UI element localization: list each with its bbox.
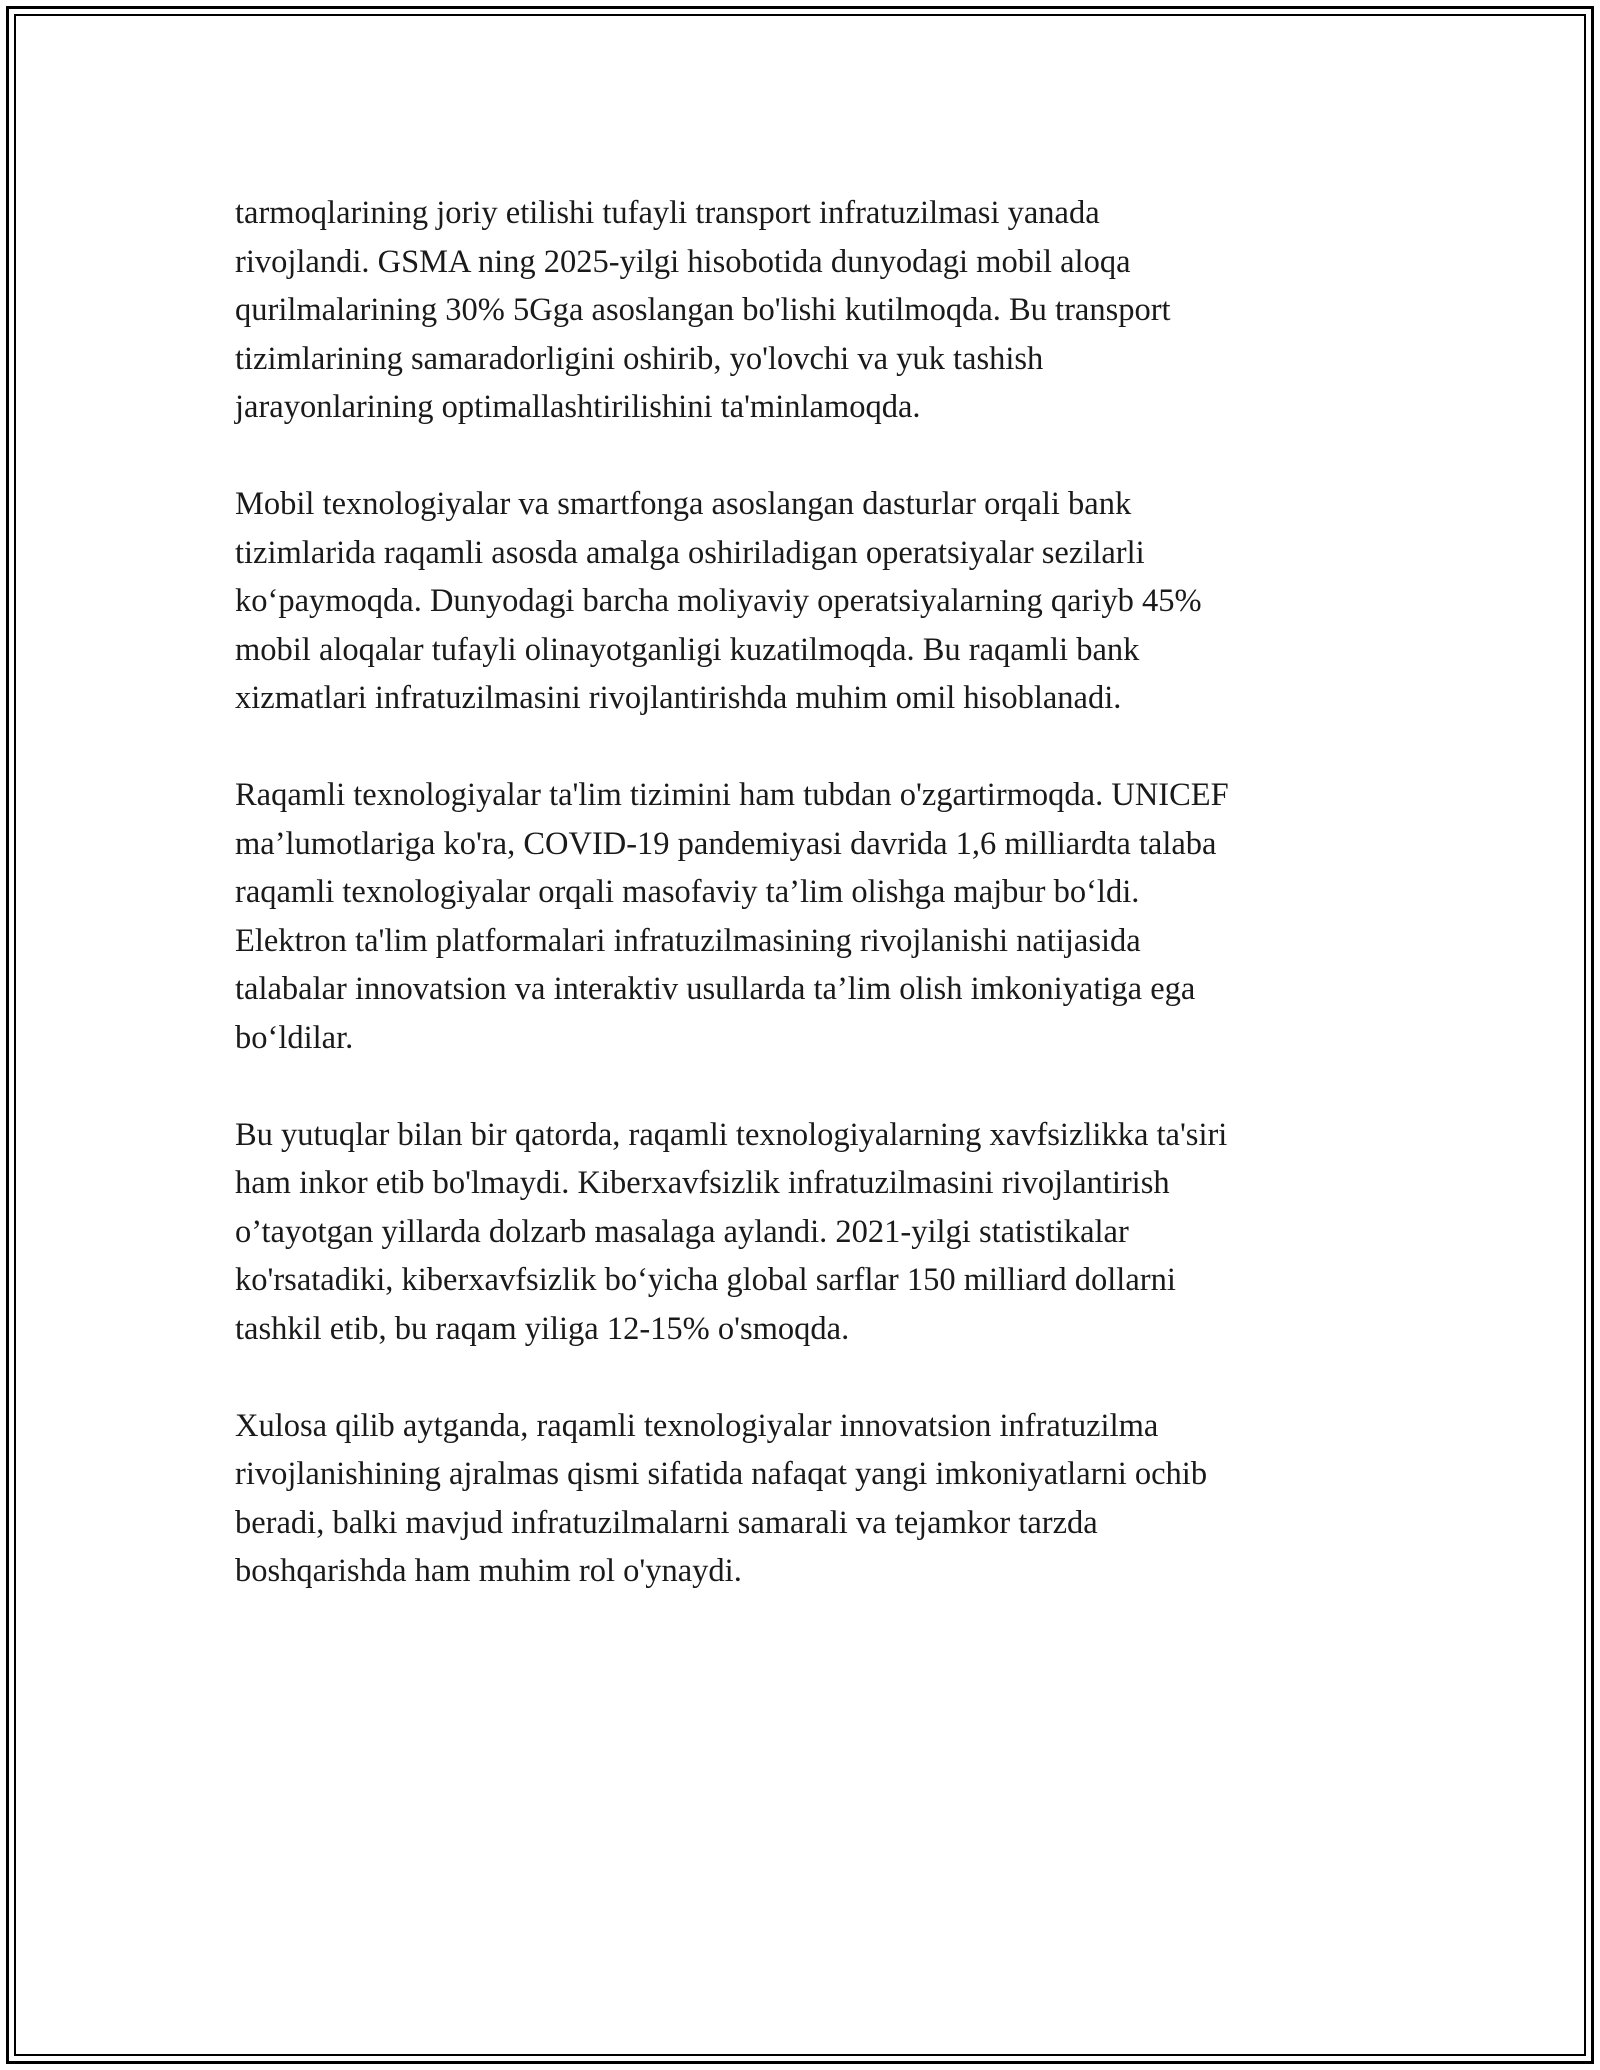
text-line: talabalar innovatsion va interaktiv usullarda ta’lim olish imkoniyatiga ega	[235, 971, 1196, 1007]
text-line: Elektron ta'lim platformalari infratuzilmasining rivojlanishi natijasida	[235, 922, 1141, 959]
text-line: rivojlanishining ajralmas qismi sifatida nafaqat yangi imkoniyatlarni ochib	[235, 1456, 1208, 1492]
text-line: jarayonlarining optimallashtirilishini ta'minlamoqda.	[235, 389, 921, 425]
text-line: xizmatlari infratuzilmasini rivojlantirishda muhim omil hisoblanadi.	[235, 680, 1122, 716]
text-line: qurilmalarining 30% 5Gga asoslangan bo'lishi kutilmoqda. Bu transport	[235, 292, 1171, 328]
text-line: tashkil etib, bu raqam yiliga 12-15% o'smoqda.	[235, 1310, 850, 1347]
text-line: o’tayotgan yillarda dolzarb masalaga aylandi. 2021-yilgi statistikalar	[235, 1213, 1129, 1250]
text-line: Mobil texnologiyalar va smartfonga asoslangan dasturlar orqali bank	[235, 486, 1132, 522]
text-line: bo‘ldilar.	[235, 1019, 354, 1056]
paragraph-banking	[235, 480, 1375, 723]
text-line: ham inkor etib bo'lmaydi. Kiberxavfsizlik infratuzilmasini rivojlantirish	[235, 1165, 1170, 1201]
paragraph-conclusion	[235, 1402, 1375, 1596]
text-line: Xulosa qilib aytganda, raqamli texnologiyalar innovatsion infratuzilma	[235, 1407, 1159, 1444]
paragraph-education	[235, 771, 1375, 1062]
text-line: raqamli texnologiyalar orqali masofaviy ta’lim olishga majbur bo‘ldi.	[235, 874, 1140, 910]
text-line: rivojlandi. GSMA ning 2025-yilgi hisobotida dunyodagi mobil aloqa	[235, 243, 1131, 280]
text-line: beradi, balki mavjud infratuzilmalarni samarali va tejamkor tarzda	[235, 1504, 1098, 1541]
text-line: tizimlarining samaradorligini oshirib, yo'lovchi va yuk tashish	[235, 340, 1044, 377]
document-body	[235, 189, 1375, 1644]
paragraph-transport	[235, 189, 1375, 432]
paragraph-cybersecurity	[235, 1111, 1375, 1354]
text-line: tarmoqlarining joriy etilishi tufayli transport infratuzilmasi yanada	[235, 195, 1100, 231]
text-line: tizimlarida raqamli asosda amalga oshiriladigan operatsiyalar sezilarli	[235, 534, 1145, 571]
text-line: Bu yutuqlar bilan bir qatorda, raqamli texnologiyalarning xavfsizlikka ta'siri	[235, 1116, 1228, 1153]
text-line: mobil aloqalar tufayli olinayotganligi kuzatilmoqda. Bu raqamli bank	[235, 631, 1140, 668]
text-line: ko‘paymoqda. Dunyodagi barcha moliyaviy operatsiyalarning qariyb 45%	[235, 583, 1202, 619]
text-line: boshqarishda ham muhim rol o'ynaydi.	[235, 1553, 742, 1589]
text-line: ko'rsatadiki, kiberxavfsizlik bo‘yicha global sarflar 150 milliard dollarni	[235, 1262, 1176, 1298]
text-line: ma’lumotlariga ko'ra, COVID-19 pandemiyasi davrida 1,6 milliardta talaba	[235, 825, 1217, 862]
text-line: Raqamli texnologiyalar ta'lim tizimini ham tubdan o'zgartirmoqda. UNICEF	[235, 777, 1229, 813]
